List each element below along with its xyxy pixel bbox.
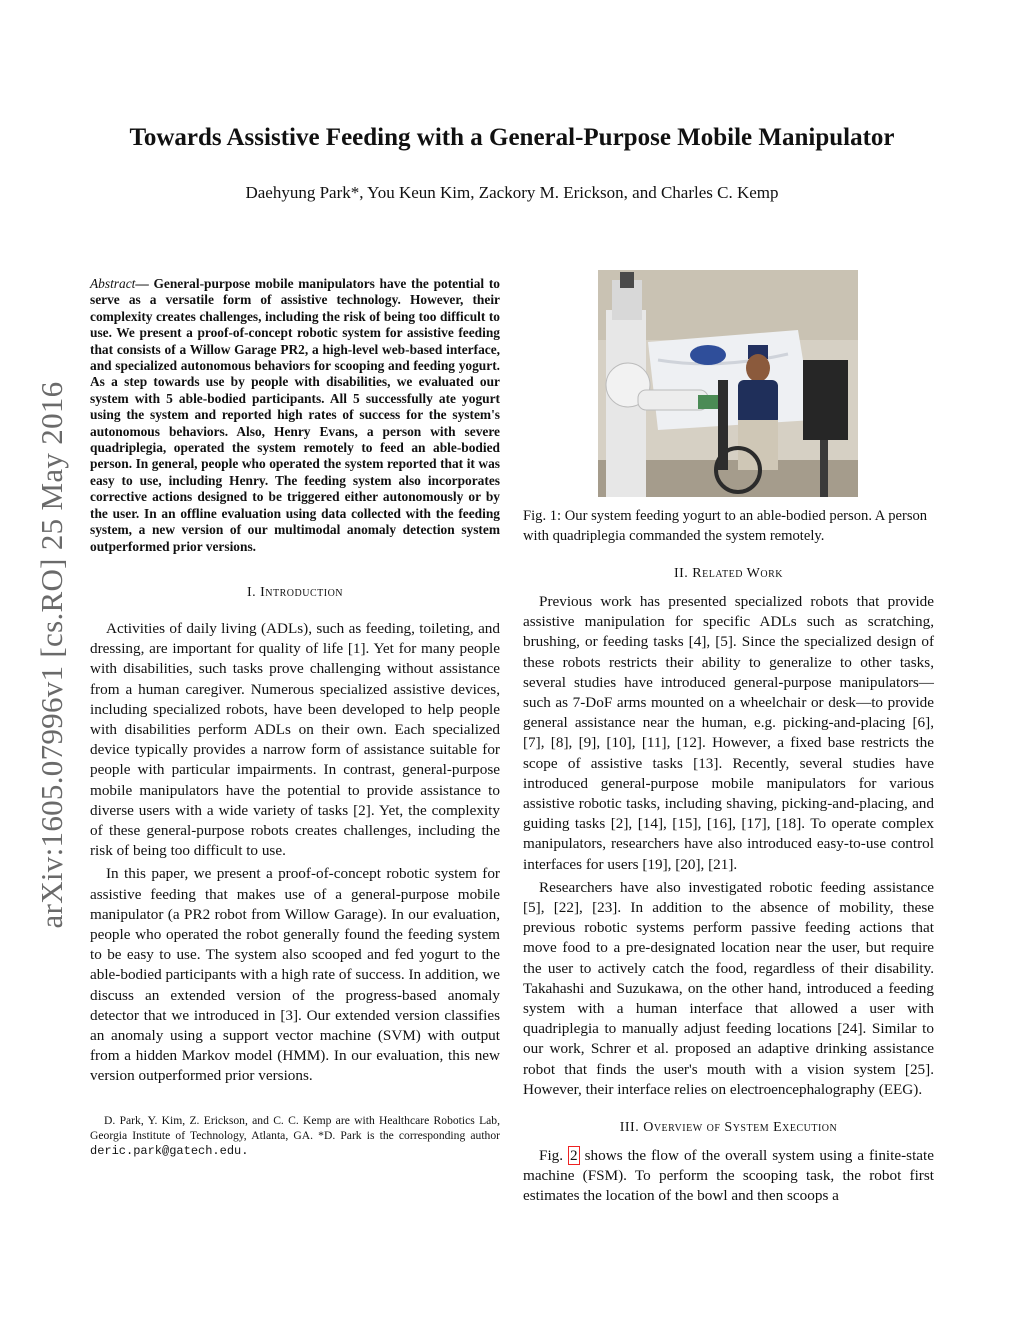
related-paragraph-1: Previous work has presented specialized robots that provide assistive manipulation for specific ADLs such as scratching, brushing, or feeding tasks [4], [5]. Since the specialized design of these robots restricts their ability to generalize to other tasks, several studies have introduced general-purpose manipulators—such as 7-DoF arms mounted on a wheelchair or desk—to provide general assistance near the human, e.g. picking-and-placing [6], [7], [8], [9], [10], [11], [12]. However, a fixed base restricts the scope of assistive tasks [13]. Recently, several studies have introduced general-purpose mobile manipulators for various assistive robotic tasks, including shaving, picking-and-placing, and guiding tasks [2], [14], [15], [16], [17], [18]. To operate complex manipulators, researchers have also introduced easy-to-use control interfaces for users [19], [20], [21]. (523, 593, 934, 873)
related-paragraph-2: Researchers have also investigated robotic feeding assistance [5], [22], [23]. In addition to the absence of mobility, these previous robotic systems perform passive feeding actions that move food to a pre-designated location near the user, but require the user to actively catch the food, regardless of their disability. Takahashi and Suzukawa, on the other hand, introduced a feeding system with a human interface that allowed a user with quadriplegia to manually adjust feeding locations [24]. Similar to our work, Schrer et al. proposed an adaptive drinking assistance robot that finds the user's mouth with a vision system [25]. However, their interface relies on electroencephalography (EEG). (523, 878, 934, 1098)
abstract-text: General-purpose mobile manipulators have the potential to serve as a versatile form of assistive technology. However, their complexity creates challenges, including the risk of being too difficult to use. We present a proof-of-concept robotic system for assistive feeding that consists of a Willow Garage PR2, a high-level web-based interface, and specialized autonomous behaviors for scooping and feeding yogurt. As a step towards use by people with disabilities, we evaluated our system with 5 able-bodied participants. All 5 successfully ate yogurt using the system and reported high rates of success for the system's autonomous behaviors. Also, Henry Evans, a person with severe quadriplegia, operated the system remotely to feed an able-bodied person. In general, people who operated the system reported that it was easy to use, including Henry. The feeding system also incorporates corrective actions designed to be triggered either autonomously or by the user. In an offline evaluation using data collected with the feeding system, a new version of our multimodal anomaly detection system outperformed prior versions. (90, 276, 500, 554)
corresponding-email: deric.park@gatech.edu. (90, 1143, 249, 1158)
arxiv-id: arXiv:1605.07996v1 [cs.RO] 25 May 2016 (34, 381, 69, 929)
overview-text-pre: Fig. (539, 1147, 569, 1165)
section-title: I. Introduction (246, 584, 344, 600)
section-title: III. Overview of System Execution (619, 1120, 838, 1136)
footnote-text: D. Park, Y. Kim, Z. Erickson, and C. C. Kemp are with Healthcare Robotics Lab, Georgia Institute of Technology, Atlanta, GA. *D. Park is the corresponding author (90, 1113, 500, 1142)
abstract (90, 276, 500, 555)
right-column (523, 506, 934, 1207)
figure-1-caption: Fig. 1: Our system feeding yogurt to an able-bodied person. A person with quadriplegia commanded the system remotely. (523, 508, 928, 544)
paper-title: Towards Assistive Feeding with a General-Purpose Mobile Manipulator (129, 124, 895, 151)
affiliation-footnote (90, 1113, 500, 1159)
author-list: Daehyung Park*, You Keun Kim, Zackory M. Erickson, and Charles C. Kemp (245, 183, 779, 202)
section-heading-overview (523, 1120, 934, 1136)
abstract-dash: — (135, 276, 149, 291)
left-column (90, 276, 500, 1159)
intro-paragraph-1: Activities of daily living (ADLs), such as feeding, toileting, and dressing, are important for quality of life [1]. Yet for many people with disabilities, such tasks prove challenging without assistance from a human caregiver. Numerous specialized assistive devices, including specialized robots, have been developed to help people with disabilities perform ADLs on their own. Each specialized device typically provides a narrow form of assistance suitable for people with particular impairments. In contrast, general-purpose mobile manipulators have the potential to provide assistance to diverse users with a wide variety of tasks [2]. Yet, the complexity of these general-purpose robots creates challenges, including the risk of being too difficult to use. (90, 619, 500, 860)
overview-paragraph (523, 1146, 934, 1207)
figure-2-link[interactable]: 2 (570, 1147, 578, 1165)
section-title: II. Related Work (673, 566, 783, 581)
intro-paragraph-2: In this paper, we present a proof-of-concept robotic system for assistive feeding that makes use of a general-purpose mobile manipulator (a PR2 robot from Willow Garage). In our evaluation, people who operated the robot generally found the feeding system to be easy to use. The system also scooped and fed yogurt to the able-bodied participants with a high rate of success. In addition, we discuss an extended version of the progress-based anomaly detector that we introduced in [3]. Our extended version classifies an anomaly using a support vector machine (SVM) with output from a hidden Markov model (HMM). In our evaluation, this new version outperformed prior versions. (90, 865, 500, 1085)
overview-text-post: shows the flow of the overall system using a finite-state machine (FSM). To perform the scooping task, the robot first estimates the location of the bowl and then scoops a (523, 1147, 934, 1205)
section-heading-related-work (523, 566, 934, 582)
arxiv-stamp (32, 340, 72, 970)
section-heading-introduction (90, 585, 500, 601)
abstract-label: Abstract (90, 276, 136, 291)
robot-feeding-photo (598, 270, 858, 497)
figure-1-photo (598, 270, 858, 497)
